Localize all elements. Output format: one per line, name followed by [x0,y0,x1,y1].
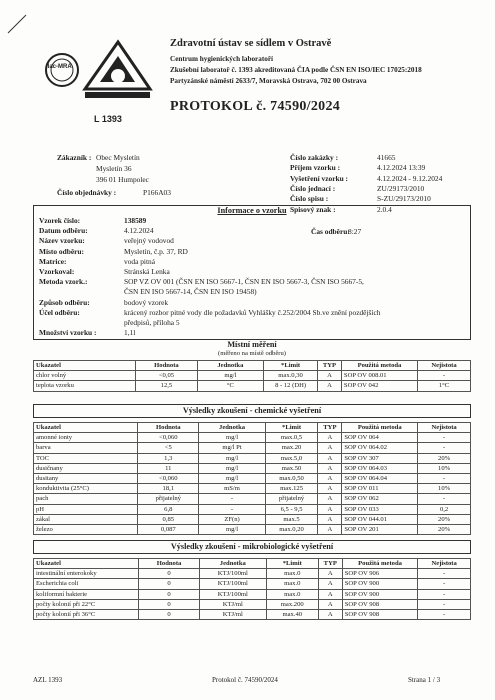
lab-badge: L 1393 [94,114,122,124]
table-cell: - [199,494,265,504]
column-header: Ukazatel [34,423,138,433]
table-cell: - [418,569,471,579]
table-cell: 8 - 12 (DH) [264,381,318,391]
table-cell: °C [197,381,264,391]
column-header: Ukazatel [34,559,139,569]
table-row [34,453,471,463]
table-cell: max.0,30 [264,371,318,381]
table-cell: <5 [138,443,199,453]
table-cell: 0 [139,599,200,609]
table-cell: A [318,504,342,514]
table-row [34,463,471,473]
table-cell: max.0 [266,589,318,599]
table-cell: - [418,494,471,504]
table-row [34,443,471,453]
table-cell: 6,5 - 9,5 [265,504,318,514]
table-cell: A [318,433,342,443]
column-header: Jednotka [197,361,264,371]
column-header: TYP [318,559,342,569]
footer-page: Strana 1 / 3 [408,676,441,684]
corner-mark [6,14,28,34]
case-field-label: Číslo zakázky : [290,153,339,162]
table-cell: 10% [418,463,471,473]
table-cell: mg/l Pt [199,443,265,453]
center-name: Centrum hygienických laboratoří [170,55,274,63]
table-cell: SOP OV 201 [342,524,418,534]
footer-protocol: Protokol č. 74590/2024 [212,676,278,684]
table-cell: 11 [138,463,199,473]
sample-field-value: bodový vzorek [124,297,169,307]
table-cell: 20% [418,453,471,463]
table-row [34,504,471,514]
case-field-label: Číslo jednací : [290,183,336,193]
accreditation-line: Zkušební laboratoř č. 1393 akreditovaná ČIA podle ČSN EN ISO/IEC 17025:2018 [170,66,422,74]
table-row [34,569,471,579]
column-header: *Limit [265,423,318,433]
sample-field-value: voda pitná [124,256,155,266]
table-cell: 0,2 [418,504,471,514]
table-cell: <0,060 [138,433,199,443]
sample-field-value: 1,1l [124,328,136,338]
sample-field-value: ČSN EN ISO 5667-14, ČSN EN ISO 19458) [124,287,257,297]
sample-field-value: SOP VZ OV 001 (ČSN EN ISO 5667-1, ČSN EN ISO 5667-3, ČSN ISO 5667-5, [124,277,364,287]
table-cell: <0,060 [138,473,199,483]
column-header: TYP [318,423,342,433]
table-cell: max.200 [266,599,318,609]
table-cell: SOP OV 064.02 [342,443,418,453]
table-cell: SOP OV 008.01 [341,371,417,381]
table-cell: SOP OV 900 [342,589,418,599]
column-header: Hodnota [136,361,197,371]
table-cell: max.0,5 [265,433,318,443]
customer-label: Zákazník : [57,153,92,162]
table-cell: - [418,609,471,619]
column-header: TYP [317,361,341,371]
table-cell: - [199,504,265,514]
table-cell: 0,85 [138,514,199,524]
table-cell: SOP OV 908 [342,599,418,609]
table-cell: KTJ/ml [199,599,266,609]
table-cell: SOP OV 062 [342,494,418,504]
table-cell: max.0,20 [265,524,318,534]
sample-field-label: Matrice: [39,256,67,266]
table-cell: A [318,514,342,524]
table-cell: SOP OV 044.01 [342,514,418,524]
table-cell: mg/l [197,371,264,381]
customer-street: Mysletín 36 [96,164,132,173]
table-cell: KTJ/100ml [199,569,266,579]
case-field-value: 4.12.2024 - 9.12.2024 [377,173,443,183]
table-cell: 10% [418,484,471,494]
table-cell: Escherichia coli [34,579,139,589]
table-cell: A [318,524,342,534]
table-row [34,381,471,391]
table-cell: SOP OV 908 [342,609,418,619]
table-cell: 1,3 [138,453,199,463]
column-header: *Limit [264,361,318,371]
table-cell: přijatelný [138,494,199,504]
table-cell: 0 [139,569,200,579]
table-row [34,609,471,619]
table-cell: max.40 [266,609,318,619]
table-cell: intestinální enterokoky [34,569,139,579]
case-field-value: S-ZU/29173/2010 [377,194,431,204]
table-cell: barva [34,443,138,453]
logo-text: ilac-MRA [46,64,72,70]
table-cell: dusičnany [34,463,138,473]
table-cell: mg/l [199,453,265,463]
table-cell: SOP OV 011 [342,484,418,494]
table-cell: železo [34,524,138,534]
case-field-value: 2.0.4 [377,204,392,214]
table-header-row [34,361,471,371]
column-header: Nejistota [418,361,471,371]
table-cell: mg/l [199,433,265,443]
table-cell: 20% [418,514,471,524]
sample-field-value: 138589 [124,216,147,225]
sample-field-label: Vzorkoval: [39,267,75,276]
table-cell: A [318,463,342,473]
sample-field-label: Metoda vzork.: [39,277,88,287]
table-cell: A [317,371,341,381]
table-cell: konduktivita (25°C) [34,484,138,494]
table-cell: SOP OV 900 [342,579,418,589]
table-cell: SOP OV 906 [342,569,418,579]
table-cell: A [317,381,341,391]
column-header: Použitá metoda [342,559,418,569]
sample-field-label: Místo odběru: [39,246,84,256]
table-cell: mS/m [199,484,265,494]
table-row [34,484,471,494]
sample-field-value: 4.12.2024 [124,226,154,236]
table-cell: chlor volný [34,371,136,381]
table-cell: 18,1 [138,484,199,494]
table-cell: max.0,50 [265,473,318,483]
table-cell: A [318,599,342,609]
table-cell: A [318,494,342,504]
chem-title: Výsledky zkoušení - chemické vyšetření [182,406,322,415]
table-row [34,589,471,599]
table-cell: A [318,579,342,589]
table-cell: max.0 [266,579,318,589]
column-header: Jednotka [199,559,266,569]
sample-info-header [33,205,471,215]
table-cell: SOP OV 064.03 [342,463,418,473]
table-cell: mg/l [199,524,265,534]
micro-table [33,558,471,620]
sample-field-value: předpisů, příloha 5 [124,318,180,327]
table-cell: teplota vzorku [34,381,136,391]
table-cell: 0 [139,589,200,599]
table-cell: zákal [34,514,138,524]
table-cell: 6,8 [138,504,199,514]
sample-field-label: Množství vzorku : [39,328,97,338]
table-cell: přijatelný [265,494,318,504]
table-row [34,473,471,483]
onsite-subtitle: (měřeno na místě odběru) [218,350,286,357]
table-cell: ZF(n) [199,514,265,524]
sample-field-value: Mysletín, č.p. 37, RD [124,246,188,256]
table-header-row [34,423,471,433]
table-cell: max.20 [265,443,318,453]
table-cell: max.5,0 [265,453,318,463]
table-cell: - [418,599,471,609]
table-cell: SOP OV 042 [341,381,417,391]
table-cell: 20% [418,524,471,534]
table-cell: A [318,569,342,579]
sample-field-label: Způsob odběru: [39,297,90,307]
column-header: Použitá metoda [342,423,418,433]
table-cell: SOP OV 064.04 [342,473,418,483]
sample-field-label: Název vzorku: [39,236,85,246]
accreditation-logo [40,34,158,126]
table-cell: 0 [139,609,200,619]
table-row [34,599,471,609]
column-header: Hodnota [139,559,200,569]
table-cell: počty kolonií při 22°C [34,599,139,609]
protocol-title: PROTOKOL č. 74590/2024 [170,99,341,114]
table-cell: KTJ/100ml [199,579,266,589]
case-field-value: 41665 [377,153,396,162]
table-cell: A [318,473,342,483]
table-row [34,371,471,381]
table-cell: - [418,433,471,443]
table-cell: 0,087 [138,524,199,534]
table-cell: max.50 [265,463,318,473]
institute-name: Zdravotní ústav se sídlem v Ostravě [170,38,332,49]
table-cell: 12,5 [136,381,197,391]
sample-field-value: krácený rozbor pitné vody dle požadavků Vyhlášky č.252/2004 Sb.ve znění pozdějších [124,307,381,317]
table-cell: - [418,589,471,599]
case-field-label: Vyšetření vzorku : [290,173,349,183]
table-cell: <0,05 [136,371,197,381]
case-field-value: ZU/29173/2010 [377,183,425,193]
footer-lab: AZL 1393 [33,676,63,684]
table-cell: SOP OV 064 [342,433,418,443]
table-row [34,494,471,504]
table-cell: A [318,609,342,619]
sample-field-label: Vzorek číslo: [39,216,81,225]
order-label: Číslo objednávky : [57,188,117,197]
table-cell: amonné ionty [34,433,138,443]
chem-table [33,422,471,535]
table-cell: KTJ/ml [199,609,266,619]
column-header: Nejistota [418,423,471,433]
table-cell: počty kolonií při 36°C [34,609,139,619]
table-cell: pH [34,504,138,514]
table-row [34,514,471,524]
sample-field-label: Datum odběru: [39,226,88,236]
sample-field-label: Účel odběru: [39,307,80,317]
table-cell: mg/l [199,463,265,473]
table-cell: max.125 [265,484,318,494]
column-header: Nejistota [418,559,471,569]
table-cell: - [418,371,471,381]
ilac-mra-logo-icon [40,34,158,126]
case-field-value: 4.12.2024 13:39 [377,163,426,173]
column-header: *Limit [266,559,318,569]
sample-time-value: 8:27 [348,227,362,236]
sample-info-title: Informace o vzorku [217,206,287,215]
table-cell: A [318,589,342,599]
order-value: P166A03 [143,188,171,197]
table-cell: A [318,443,342,453]
micro-title: Výsledky zkoušení - mikrobiologické vyšetření [170,542,334,551]
onsite-table [33,360,471,392]
table-cell: 1°C [418,381,471,391]
column-header: Jednotka [199,423,265,433]
customer-name: Obec Mysletín [96,153,140,162]
onsite-title: Místní měření [227,340,277,349]
sample-field-value: Stránská Lenka [124,267,170,276]
table-row [34,433,471,443]
table-cell: SOP OV 307 [342,453,418,463]
table-header-row [34,559,471,569]
table-cell: max.5 [265,514,318,524]
sample-info-box [33,205,471,340]
table-cell: A [318,453,342,463]
case-field-label: Spisový znak : [290,204,336,214]
table-cell: dusitany [34,473,138,483]
sample-field-value: veřejný vodovod [124,236,174,246]
column-header: Ukazatel [34,361,136,371]
sample-time-label: Čas odběru: [311,227,350,236]
table-cell: - [418,579,471,589]
table-cell: - [418,443,471,453]
table-cell: KTJ/100ml [199,589,266,599]
address-line: Partyzánské náměstí 2633/7, Moravská Ostrava, 702 00 Ostrava [170,77,367,85]
case-field-label: Příjem vzorku : [290,163,341,173]
table-cell: TOC [34,453,138,463]
case-field-label: Číslo spisu : [290,194,329,204]
column-header: Použitá metoda [341,361,417,371]
table-row [34,524,471,534]
table-cell: A [318,484,342,494]
table-cell: pach [34,494,138,504]
table-cell: max.0 [266,569,318,579]
table-row [34,579,471,589]
table-cell: koliformní bakterie [34,589,139,599]
table-cell: - [418,473,471,483]
table-cell: SOP OV 033 [342,504,418,514]
customer-city: 396 01 Humpolec [96,175,149,184]
table-cell: mg/l [199,473,265,483]
column-header: Hodnota [138,423,199,433]
table-cell: 0 [139,579,200,589]
